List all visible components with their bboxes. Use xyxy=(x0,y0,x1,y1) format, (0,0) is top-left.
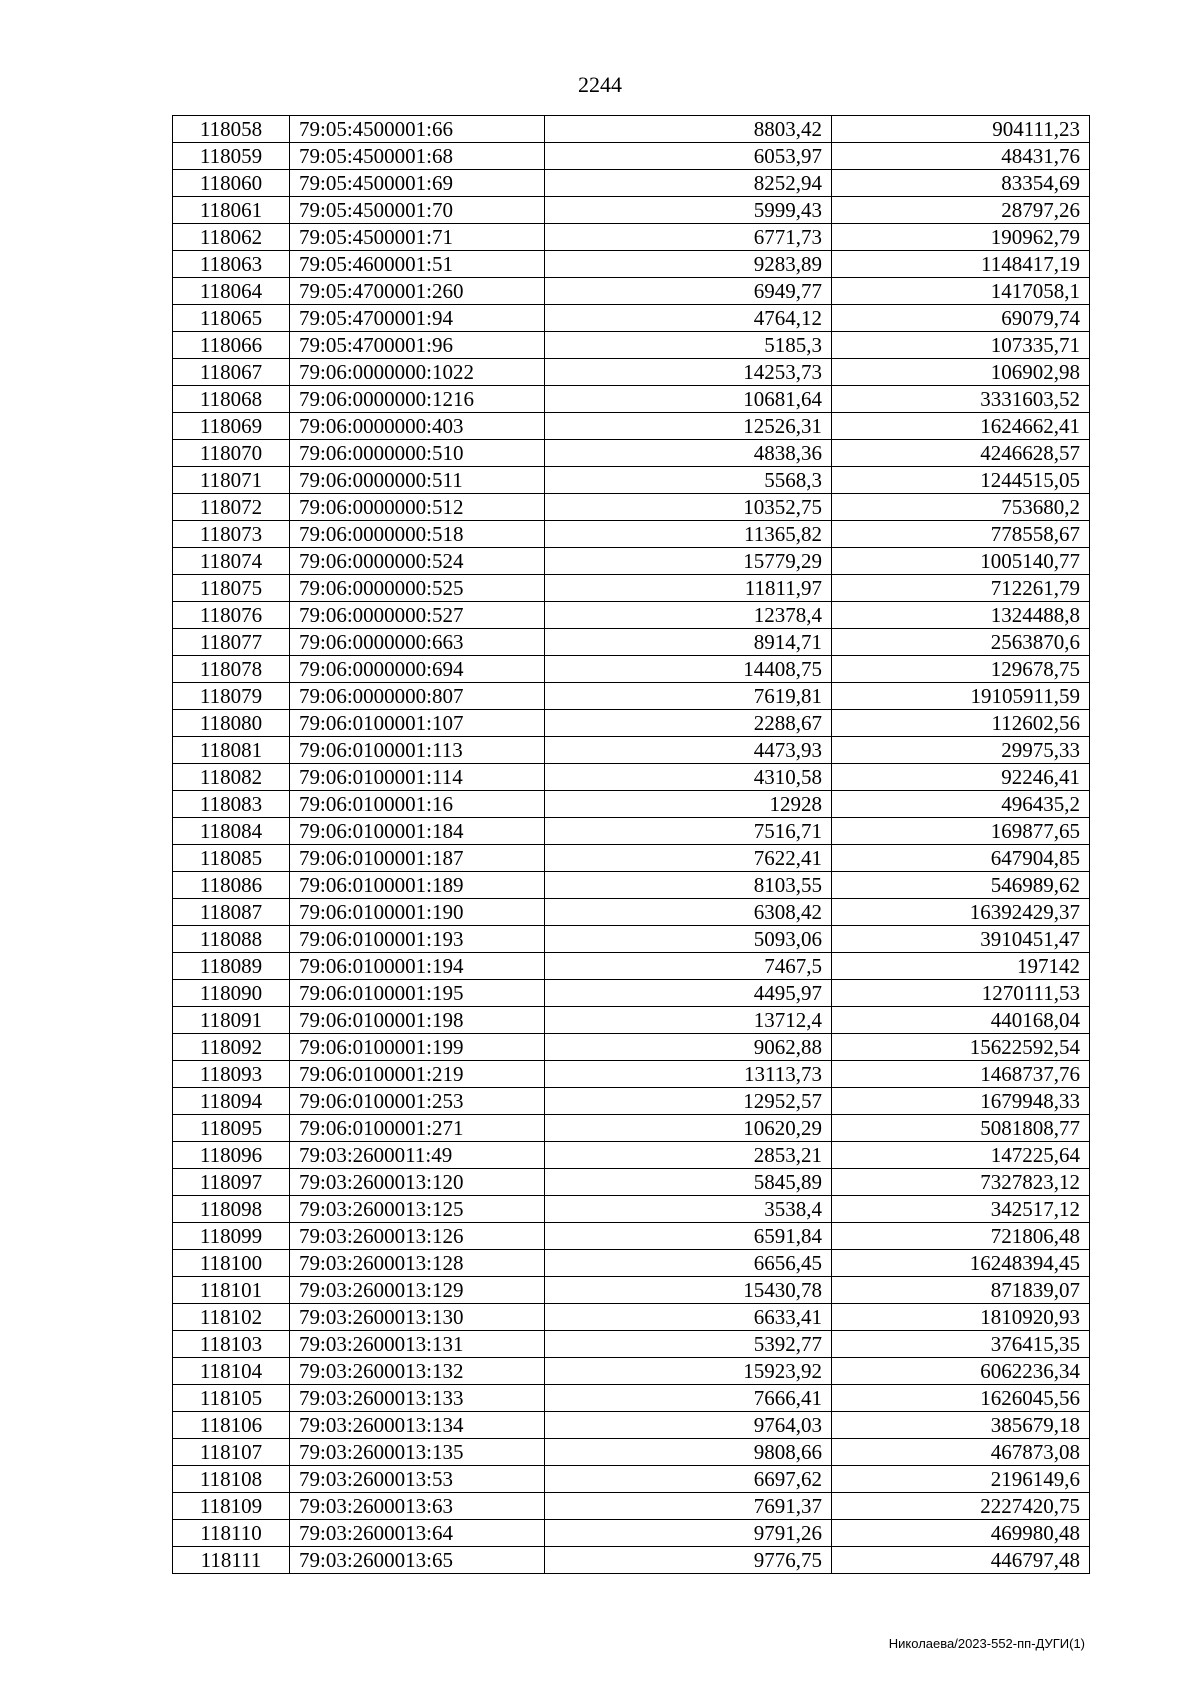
table-body xyxy=(173,116,1090,1574)
area-cell: 12952,57 xyxy=(545,1088,832,1115)
area-cell: 8803,42 xyxy=(545,116,832,143)
row-number-cell: 118067 xyxy=(173,359,290,386)
cadastral-number-cell: 79:03:2600013:128 xyxy=(290,1250,545,1277)
area-cell: 5999,43 xyxy=(545,197,832,224)
row-number-cell: 118103 xyxy=(173,1331,290,1358)
row-number-cell: 118092 xyxy=(173,1034,290,1061)
row-number-cell: 118072 xyxy=(173,494,290,521)
row-number-cell: 118061 xyxy=(173,197,290,224)
row-number-cell: 118104 xyxy=(173,1358,290,1385)
value-cell: 753680,2 xyxy=(832,494,1090,521)
table-row xyxy=(173,548,1090,575)
table-row xyxy=(173,899,1090,926)
table-row xyxy=(173,710,1090,737)
value-cell: 1270111,53 xyxy=(832,980,1090,1007)
area-cell: 7467,5 xyxy=(545,953,832,980)
table-row xyxy=(173,1520,1090,1547)
table-row xyxy=(173,359,1090,386)
cadastral-number-cell: 79:03:2600013:53 xyxy=(290,1466,545,1493)
cadastral-number-cell: 79:03:2600013:64 xyxy=(290,1520,545,1547)
value-cell: 721806,48 xyxy=(832,1223,1090,1250)
cadastral-number-cell: 79:06:0100001:199 xyxy=(290,1034,545,1061)
row-number-cell: 118080 xyxy=(173,710,290,737)
value-cell: 169877,65 xyxy=(832,818,1090,845)
cadastral-number-cell: 79:06:0000000:694 xyxy=(290,656,545,683)
area-cell: 9062,88 xyxy=(545,1034,832,1061)
area-cell: 14408,75 xyxy=(545,656,832,683)
table-row xyxy=(173,494,1090,521)
table-row xyxy=(173,1493,1090,1520)
row-number-cell: 118096 xyxy=(173,1142,290,1169)
area-cell: 2853,21 xyxy=(545,1142,832,1169)
table-row xyxy=(173,1358,1090,1385)
cadastral-number-cell: 79:03:2600013:135 xyxy=(290,1439,545,1466)
value-cell: 446797,48 xyxy=(832,1547,1090,1574)
cadastral-number-cell: 79:05:4700001:94 xyxy=(290,305,545,332)
cadastral-number-cell: 79:03:2600013:131 xyxy=(290,1331,545,1358)
row-number-cell: 118079 xyxy=(173,683,290,710)
row-number-cell: 118087 xyxy=(173,899,290,926)
table-row xyxy=(173,845,1090,872)
value-cell: 29975,33 xyxy=(832,737,1090,764)
area-cell: 11365,82 xyxy=(545,521,832,548)
page-number: 2244 xyxy=(578,72,622,97)
cadastral-number-cell: 79:06:0100001:219 xyxy=(290,1061,545,1088)
table-row xyxy=(173,1115,1090,1142)
value-cell: 467873,08 xyxy=(832,1439,1090,1466)
row-number-cell: 118097 xyxy=(173,1169,290,1196)
cadastral-number-cell: 79:06:0100001:114 xyxy=(290,764,545,791)
value-cell: 647904,85 xyxy=(832,845,1090,872)
value-cell: 107335,71 xyxy=(832,332,1090,359)
area-cell: 10681,64 xyxy=(545,386,832,413)
area-cell: 4495,97 xyxy=(545,980,832,1007)
value-cell: 1468737,76 xyxy=(832,1061,1090,1088)
value-cell: 469980,48 xyxy=(832,1520,1090,1547)
area-cell: 6591,84 xyxy=(545,1223,832,1250)
area-cell: 15779,29 xyxy=(545,548,832,575)
table-row xyxy=(173,332,1090,359)
cadastral-number-cell: 79:05:4500001:71 xyxy=(290,224,545,251)
row-number-cell: 118070 xyxy=(173,440,290,467)
table-row xyxy=(173,683,1090,710)
cadastral-number-cell: 79:06:0000000:1216 xyxy=(290,386,545,413)
row-number-cell: 118109 xyxy=(173,1493,290,1520)
value-cell: 1679948,33 xyxy=(832,1088,1090,1115)
cadastral-number-cell: 79:05:4500001:68 xyxy=(290,143,545,170)
cadastral-number-cell: 79:06:0100001:16 xyxy=(290,791,545,818)
area-cell: 5845,89 xyxy=(545,1169,832,1196)
area-cell: 6308,42 xyxy=(545,899,832,926)
area-cell: 3538,4 xyxy=(545,1196,832,1223)
area-cell: 13113,73 xyxy=(545,1061,832,1088)
area-cell: 7516,71 xyxy=(545,818,832,845)
cadastral-number-cell: 79:06:0100001:271 xyxy=(290,1115,545,1142)
cadastral-number-cell: 79:05:4700001:96 xyxy=(290,332,545,359)
row-number-cell: 118093 xyxy=(173,1061,290,1088)
area-cell: 6053,97 xyxy=(545,143,832,170)
value-cell: 2227420,75 xyxy=(832,1493,1090,1520)
row-number-cell: 118106 xyxy=(173,1412,290,1439)
table-row xyxy=(173,1466,1090,1493)
table-row xyxy=(173,440,1090,467)
table-row xyxy=(173,1007,1090,1034)
value-cell: 5081808,77 xyxy=(832,1115,1090,1142)
area-cell: 9283,89 xyxy=(545,251,832,278)
row-number-cell: 118083 xyxy=(173,791,290,818)
area-cell: 13712,4 xyxy=(545,1007,832,1034)
row-number-cell: 118090 xyxy=(173,980,290,1007)
area-cell: 8914,71 xyxy=(545,629,832,656)
value-cell: 16248394,45 xyxy=(832,1250,1090,1277)
value-cell: 15622592,54 xyxy=(832,1034,1090,1061)
table-row xyxy=(173,1385,1090,1412)
table-row xyxy=(173,1547,1090,1574)
value-cell: 1148417,19 xyxy=(832,251,1090,278)
cadastral-number-cell: 79:06:0000000:527 xyxy=(290,602,545,629)
row-number-cell: 118063 xyxy=(173,251,290,278)
cadastral-number-cell: 79:03:2600011:49 xyxy=(290,1142,545,1169)
table-row xyxy=(173,872,1090,899)
table-row xyxy=(173,1277,1090,1304)
value-cell: 440168,04 xyxy=(832,1007,1090,1034)
table-row xyxy=(173,1142,1090,1169)
value-cell: 16392429,37 xyxy=(832,899,1090,926)
row-number-cell: 118065 xyxy=(173,305,290,332)
row-number-cell: 118110 xyxy=(173,1520,290,1547)
table-row xyxy=(173,251,1090,278)
value-cell: 190962,79 xyxy=(832,224,1090,251)
table-row xyxy=(173,926,1090,953)
area-cell: 11811,97 xyxy=(545,575,832,602)
value-cell: 129678,75 xyxy=(832,656,1090,683)
value-cell: 3331603,52 xyxy=(832,386,1090,413)
area-cell: 7619,81 xyxy=(545,683,832,710)
row-number-cell: 118068 xyxy=(173,386,290,413)
row-number-cell: 118077 xyxy=(173,629,290,656)
value-cell: 2563870,6 xyxy=(832,629,1090,656)
area-cell: 9764,03 xyxy=(545,1412,832,1439)
value-cell: 1005140,77 xyxy=(832,548,1090,575)
row-number-cell: 118064 xyxy=(173,278,290,305)
table-row xyxy=(173,413,1090,440)
cadastral-number-cell: 79:03:2600013:63 xyxy=(290,1493,545,1520)
cadastral-number-cell: 79:03:2600013:134 xyxy=(290,1412,545,1439)
area-cell: 9791,26 xyxy=(545,1520,832,1547)
value-cell: 1626045,56 xyxy=(832,1385,1090,1412)
table-row xyxy=(173,575,1090,602)
row-number-cell: 118078 xyxy=(173,656,290,683)
table-row xyxy=(173,1061,1090,1088)
table-row xyxy=(173,656,1090,683)
area-cell: 5093,06 xyxy=(545,926,832,953)
table-row xyxy=(173,629,1090,656)
cadastral-number-cell: 79:06:0000000:807 xyxy=(290,683,545,710)
value-cell: 7327823,12 xyxy=(832,1169,1090,1196)
cadastral-number-cell: 79:06:0000000:525 xyxy=(290,575,545,602)
row-number-cell: 118081 xyxy=(173,737,290,764)
cadastral-number-cell: 79:06:0000000:511 xyxy=(290,467,545,494)
value-cell: 147225,64 xyxy=(832,1142,1090,1169)
row-number-cell: 118099 xyxy=(173,1223,290,1250)
cadastral-number-cell: 79:06:0100001:184 xyxy=(290,818,545,845)
area-cell: 8103,55 xyxy=(545,872,832,899)
table-row xyxy=(173,278,1090,305)
row-number-cell: 118074 xyxy=(173,548,290,575)
row-number-cell: 118085 xyxy=(173,845,290,872)
area-cell: 15923,92 xyxy=(545,1358,832,1385)
table-row xyxy=(173,1250,1090,1277)
area-cell: 15430,78 xyxy=(545,1277,832,1304)
table-row xyxy=(173,1331,1090,1358)
cadastral-number-cell: 79:06:0100001:190 xyxy=(290,899,545,926)
table-row xyxy=(173,1412,1090,1439)
area-cell: 6656,45 xyxy=(545,1250,832,1277)
row-number-cell: 118075 xyxy=(173,575,290,602)
row-number-cell: 118058 xyxy=(173,116,290,143)
table-row xyxy=(173,764,1090,791)
area-cell: 12526,31 xyxy=(545,413,832,440)
row-number-cell: 118066 xyxy=(173,332,290,359)
value-cell: 6062236,34 xyxy=(832,1358,1090,1385)
value-cell: 28797,26 xyxy=(832,197,1090,224)
row-number-cell: 118062 xyxy=(173,224,290,251)
value-cell: 92246,41 xyxy=(832,764,1090,791)
value-cell: 376415,35 xyxy=(832,1331,1090,1358)
value-cell: 197142 xyxy=(832,953,1090,980)
area-cell: 14253,73 xyxy=(545,359,832,386)
value-cell: 546989,62 xyxy=(832,872,1090,899)
area-cell: 5568,3 xyxy=(545,467,832,494)
cadastral-number-cell: 79:03:2600013:126 xyxy=(290,1223,545,1250)
cadastral-number-cell: 79:06:0100001:187 xyxy=(290,845,545,872)
value-cell: 778558,67 xyxy=(832,521,1090,548)
cadastral-number-cell: 79:06:0000000:512 xyxy=(290,494,545,521)
cadastral-number-cell: 79:06:0000000:510 xyxy=(290,440,545,467)
cadastral-number-cell: 79:05:4500001:66 xyxy=(290,116,545,143)
area-cell: 4764,12 xyxy=(545,305,832,332)
area-cell: 9776,75 xyxy=(545,1547,832,1574)
row-number-cell: 118071 xyxy=(173,467,290,494)
table-row xyxy=(173,1169,1090,1196)
cadastral-number-cell: 79:03:2600013:133 xyxy=(290,1385,545,1412)
table-row xyxy=(173,143,1090,170)
area-cell: 6697,62 xyxy=(545,1466,832,1493)
value-cell: 712261,79 xyxy=(832,575,1090,602)
table-row xyxy=(173,386,1090,413)
document-reference: Николаева/2023-552-пп-ДУГИ(1) xyxy=(888,1636,1085,1651)
row-number-cell: 118086 xyxy=(173,872,290,899)
value-cell: 112602,56 xyxy=(832,710,1090,737)
table-row xyxy=(173,467,1090,494)
cadastral-number-cell: 79:05:4600001:51 xyxy=(290,251,545,278)
table-row xyxy=(173,305,1090,332)
table-row xyxy=(173,1223,1090,1250)
row-number-cell: 118073 xyxy=(173,521,290,548)
value-cell: 69079,74 xyxy=(832,305,1090,332)
cadastral-number-cell: 79:06:0100001:107 xyxy=(290,710,545,737)
row-number-cell: 118101 xyxy=(173,1277,290,1304)
area-cell: 4310,58 xyxy=(545,764,832,791)
row-number-cell: 118100 xyxy=(173,1250,290,1277)
table-row xyxy=(173,224,1090,251)
table-row xyxy=(173,1034,1090,1061)
cadastral-number-cell: 79:03:2600013:129 xyxy=(290,1277,545,1304)
cadastral-number-cell: 79:06:0100001:198 xyxy=(290,1007,545,1034)
cadastral-value-table xyxy=(172,115,1090,1574)
area-cell: 5392,77 xyxy=(545,1331,832,1358)
value-cell: 48431,76 xyxy=(832,143,1090,170)
row-number-cell: 118069 xyxy=(173,413,290,440)
area-cell: 6633,41 xyxy=(545,1304,832,1331)
row-number-cell: 118102 xyxy=(173,1304,290,1331)
row-number-cell: 118095 xyxy=(173,1115,290,1142)
table-row xyxy=(173,116,1090,143)
value-cell: 1624662,41 xyxy=(832,413,1090,440)
area-cell: 12928 xyxy=(545,791,832,818)
cadastral-number-cell: 79:06:0100001:193 xyxy=(290,926,545,953)
value-cell: 83354,69 xyxy=(832,170,1090,197)
area-cell: 10352,75 xyxy=(545,494,832,521)
row-number-cell: 118105 xyxy=(173,1385,290,1412)
value-cell: 496435,2 xyxy=(832,791,1090,818)
area-cell: 7666,41 xyxy=(545,1385,832,1412)
cadastral-number-cell: 79:06:0000000:663 xyxy=(290,629,545,656)
cadastral-number-cell: 79:06:0100001:194 xyxy=(290,953,545,980)
area-cell: 4838,36 xyxy=(545,440,832,467)
row-number-cell: 118088 xyxy=(173,926,290,953)
value-cell: 1810920,93 xyxy=(832,1304,1090,1331)
table-row xyxy=(173,1304,1090,1331)
table-row xyxy=(173,1196,1090,1223)
table-row xyxy=(173,791,1090,818)
row-number-cell: 118094 xyxy=(173,1088,290,1115)
row-number-cell: 118082 xyxy=(173,764,290,791)
table-row xyxy=(173,602,1090,629)
area-cell: 6949,77 xyxy=(545,278,832,305)
value-cell: 4246628,57 xyxy=(832,440,1090,467)
cadastral-number-cell: 79:05:4500001:69 xyxy=(290,170,545,197)
table-row xyxy=(173,1439,1090,1466)
cadastral-number-cell: 79:06:0100001:195 xyxy=(290,980,545,1007)
value-cell: 19105911,59 xyxy=(832,683,1090,710)
row-number-cell: 118098 xyxy=(173,1196,290,1223)
value-cell: 3910451,47 xyxy=(832,926,1090,953)
value-cell: 342517,12 xyxy=(832,1196,1090,1223)
row-number-cell: 118060 xyxy=(173,170,290,197)
table-row xyxy=(173,197,1090,224)
area-cell: 4473,93 xyxy=(545,737,832,764)
table-row xyxy=(173,521,1090,548)
cadastral-number-cell: 79:06:0000000:518 xyxy=(290,521,545,548)
value-cell: 904111,23 xyxy=(832,116,1090,143)
table-row xyxy=(173,737,1090,764)
row-number-cell: 118091 xyxy=(173,1007,290,1034)
row-number-cell: 118076 xyxy=(173,602,290,629)
cadastral-number-cell: 79:05:4500001:70 xyxy=(290,197,545,224)
value-cell: 2196149,6 xyxy=(832,1466,1090,1493)
area-cell: 2288,67 xyxy=(545,710,832,737)
table-row xyxy=(173,1088,1090,1115)
area-cell: 10620,29 xyxy=(545,1115,832,1142)
cadastral-number-cell: 79:06:0000000:1022 xyxy=(290,359,545,386)
value-cell: 1417058,1 xyxy=(832,278,1090,305)
table-row xyxy=(173,980,1090,1007)
cadastral-number-cell: 79:03:2600013:130 xyxy=(290,1304,545,1331)
value-cell: 385679,18 xyxy=(832,1412,1090,1439)
area-cell: 7691,37 xyxy=(545,1493,832,1520)
value-cell: 1324488,8 xyxy=(832,602,1090,629)
value-cell: 871839,07 xyxy=(832,1277,1090,1304)
cadastral-number-cell: 79:03:2600013:132 xyxy=(290,1358,545,1385)
cadastral-number-cell: 79:03:2600013:120 xyxy=(290,1169,545,1196)
cadastral-number-cell: 79:06:0100001:113 xyxy=(290,737,545,764)
row-number-cell: 118084 xyxy=(173,818,290,845)
table-row xyxy=(173,953,1090,980)
row-number-cell: 118059 xyxy=(173,143,290,170)
cadastral-number-cell: 79:06:0000000:524 xyxy=(290,548,545,575)
area-cell: 9808,66 xyxy=(545,1439,832,1466)
value-cell: 106902,98 xyxy=(832,359,1090,386)
cadastral-number-cell: 79:05:4700001:260 xyxy=(290,278,545,305)
cadastral-number-cell: 79:06:0100001:189 xyxy=(290,872,545,899)
row-number-cell: 118108 xyxy=(173,1466,290,1493)
row-number-cell: 118111 xyxy=(173,1547,290,1574)
cadastral-number-cell: 79:03:2600013:65 xyxy=(290,1547,545,1574)
cadastral-number-cell: 79:06:0100001:253 xyxy=(290,1088,545,1115)
table-row xyxy=(173,170,1090,197)
cadastral-number-cell: 79:03:2600013:125 xyxy=(290,1196,545,1223)
cadastral-number-cell: 79:06:0000000:403 xyxy=(290,413,545,440)
row-number-cell: 118089 xyxy=(173,953,290,980)
row-number-cell: 118107 xyxy=(173,1439,290,1466)
area-cell: 6771,73 xyxy=(545,224,832,251)
value-cell: 1244515,05 xyxy=(832,467,1090,494)
area-cell: 5185,3 xyxy=(545,332,832,359)
table-row xyxy=(173,818,1090,845)
area-cell: 12378,4 xyxy=(545,602,832,629)
area-cell: 7622,41 xyxy=(545,845,832,872)
area-cell: 8252,94 xyxy=(545,170,832,197)
